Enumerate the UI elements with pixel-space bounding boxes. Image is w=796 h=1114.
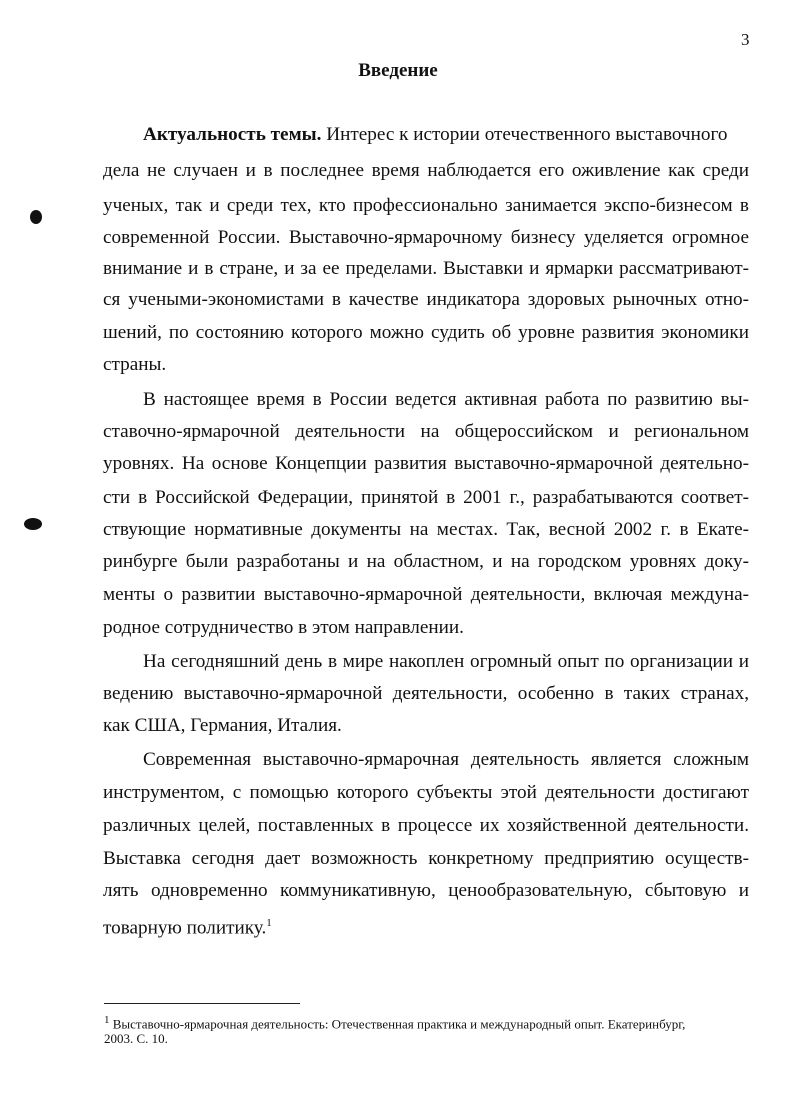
lead-bold: Актуальность темы.: [143, 124, 322, 145]
page-number: 3: [741, 30, 750, 49]
footnote-divider: [104, 1003, 300, 1004]
text-line: инструментом, с помощью которого субъекты этой деятельности достигают: [103, 782, 749, 803]
text-line: дела не случаен и в последнее время наблюдается его оживление как среди: [103, 160, 749, 181]
text-line: ринбурге были разработаны и на областном, и на городском уровнях доку-: [103, 551, 749, 572]
text-line: современной России. Выставочно-ярмарочному бизнесу уделяется огромное: [103, 227, 749, 248]
text-line: лять одновременно коммуникативную, ценообразовательную, сбытовую и: [103, 880, 749, 901]
text-line: Современная выставочно-ярмарочная деятельность является сложным: [143, 749, 749, 770]
text-line: шений, по состоянию которого можно судить об уровне развития экономики: [103, 322, 749, 343]
text-line: родное сотрудничество в этом направлении.: [103, 617, 464, 638]
text-line: На сегодняшний день в мире накоплен огромный опыт по организации и: [143, 651, 749, 672]
line-text: товарную политику.: [103, 917, 267, 939]
text-line: ставочно-ярмарочной деятельности на общероссийском и региональном: [103, 421, 749, 442]
footnote-line: 2003. С. 10.: [104, 1031, 168, 1046]
heading: Введение: [358, 60, 438, 81]
text-line: ученых, так и среди тех, кто профессионально занимается экспо-бизнесом в: [103, 195, 749, 216]
text-line: сти в Российской Федерации, принятой в 2001 г., разрабатываются соответ-: [103, 487, 749, 508]
text-line: страны.: [103, 354, 167, 375]
footnote-reference[interactable]: 1: [266, 917, 272, 929]
text-line: менты о развитии выставочно-ярмарочной деятельности, включая междуна-: [103, 584, 749, 605]
text-line: различных целей, поставленных в процессе их хозяйственной деятельности.: [103, 815, 749, 836]
text-line: ствующие нормативные документы на местах. Так, весной 2002 г. в Екате-: [103, 519, 749, 540]
text-line: Выставка сегодня дает возможность конкретному предприятию осуществ-: [103, 848, 749, 869]
text-line: внимание и в стране, и за ее пределами. Выставки и ярмарки рассматривают-: [103, 258, 749, 279]
text-line: [143, 124, 749, 146]
text-line: ся учеными-экономистами в качестве индикатора здоровых рыночных отно-: [103, 289, 749, 310]
text-line: [103, 912, 272, 939]
text-line: как США, Германия, Италия.: [103, 715, 342, 736]
punch-hole-mark: [24, 518, 42, 530]
line-text: Интерес к истории отечественного выставочного: [321, 124, 728, 145]
footnote-line: [104, 1012, 685, 1032]
footnote-marker: 1: [104, 1014, 110, 1026]
punch-hole-mark: [30, 210, 42, 224]
footnote-text: Выставочно-ярмарочная деятельность: Отечественная практика и международный опыт. Екатеринбург,: [109, 1016, 686, 1032]
text-line: ведению выставочно-ярмарочной деятельности, особенно в таких странах,: [103, 683, 749, 704]
text-line: уровнях. На основе Концепции развития выставочно-ярмарочной деятельно-: [103, 453, 749, 474]
text-line: В настоящее время в России ведется активная работа по развитию вы-: [143, 389, 749, 410]
